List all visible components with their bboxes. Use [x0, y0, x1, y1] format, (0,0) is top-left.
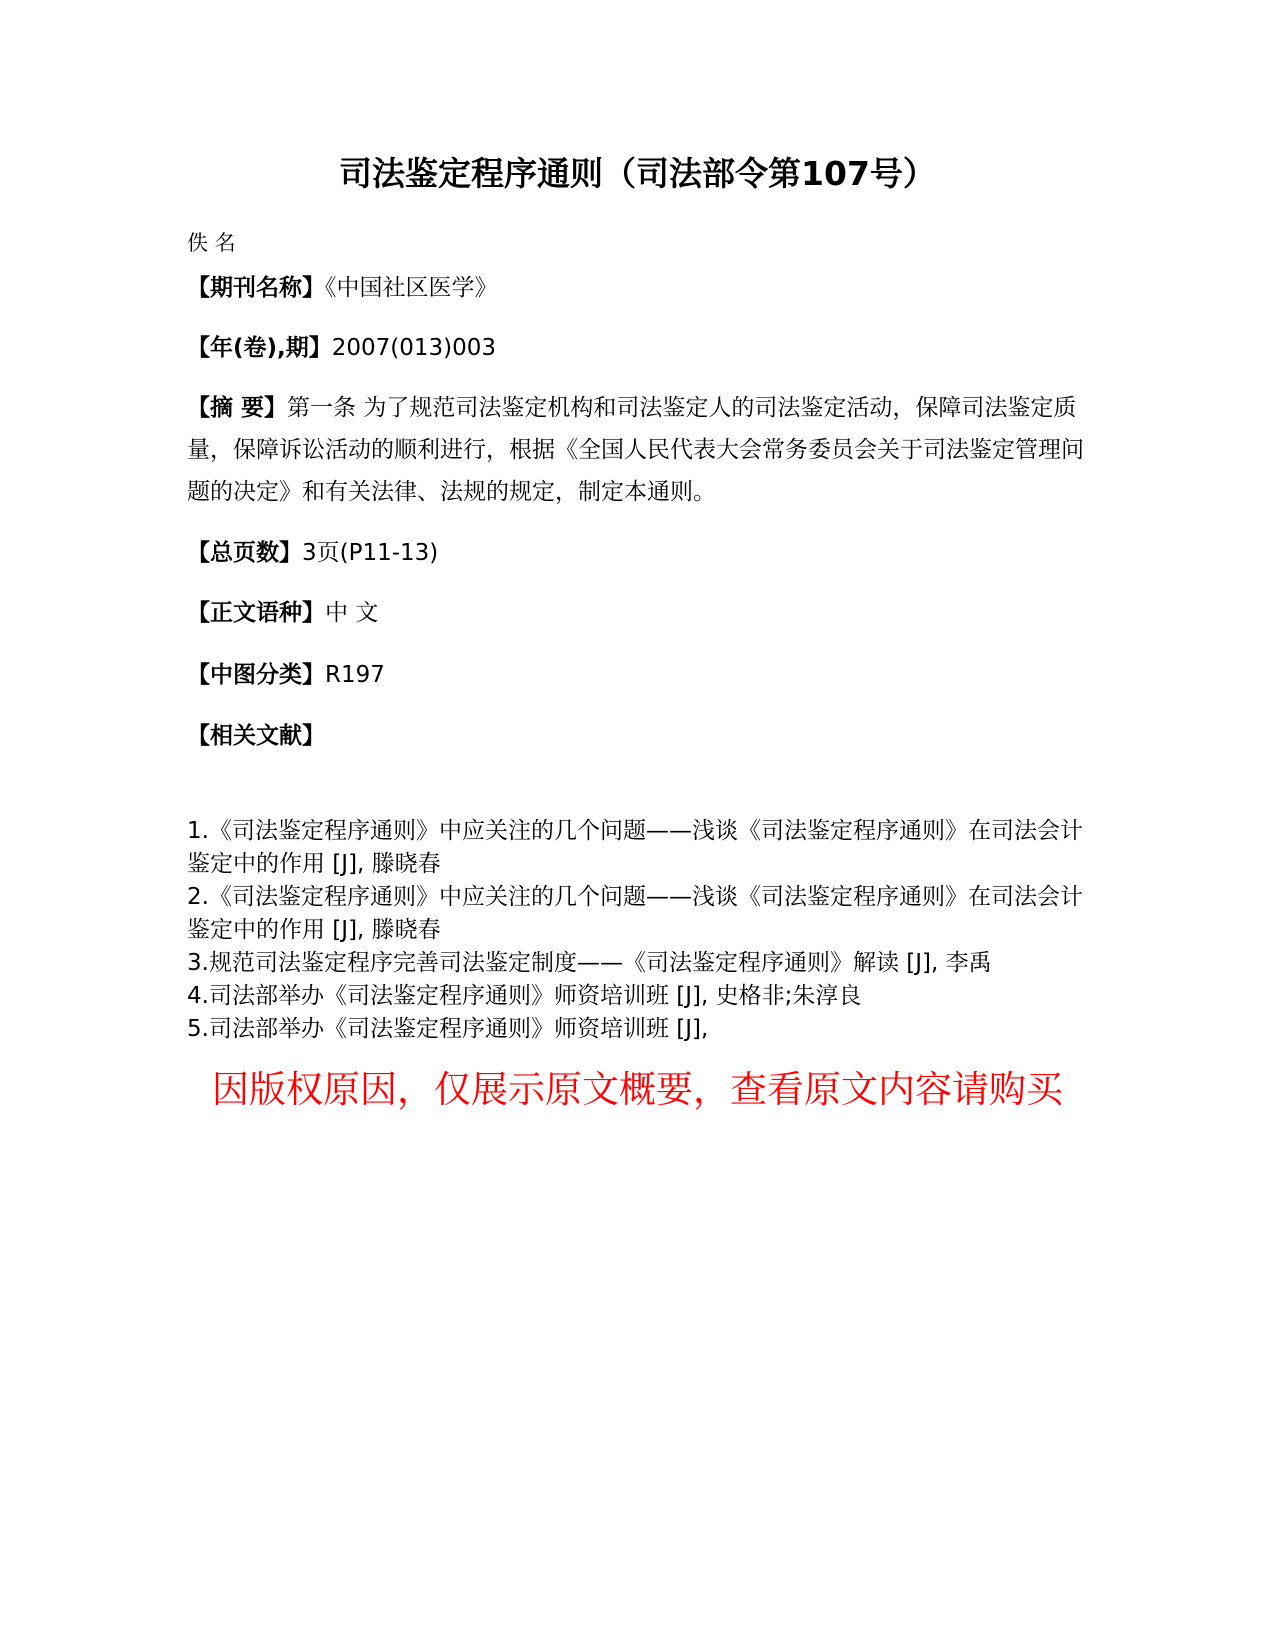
language-field [187, 598, 1087, 628]
related-label: 【相关文献】 [187, 723, 325, 749]
pages-label: 【总页数】 [187, 540, 302, 566]
reference-item[interactable]: 4.司法部举办《司法鉴定程序通则》师资培训班 [J], 史格非;朱淳良 [187, 983, 862, 1009]
copyright-notice: 因版权原因，仅展示原文概要，查看原文内容请购买 [212, 1068, 1063, 1111]
journal-field [187, 273, 1087, 303]
reference-list [187, 815, 1087, 1046]
language-value: 中 文 [325, 600, 379, 626]
language-label: 【正文语种】 [187, 600, 325, 626]
related-heading [187, 721, 1087, 751]
classification-field [187, 660, 1087, 690]
journal-label: 【期刊名称】 [187, 275, 325, 301]
abstract-value: 第一条 为了规范司法鉴定机构和司法鉴定人的司法鉴定活动，保障司法鉴定质量，保障诉讼活动的顺利进行，根据《全国人民代表大会常务委员会关于司法鉴定管理问题的决定》和有关法律、法规的规定，制定本通则。 [187, 395, 1084, 505]
abstract-field [187, 387, 1087, 513]
author: 佚 名 [187, 231, 236, 255]
year-issue-field [187, 333, 1087, 363]
year-issue-label: 【年(卷),期】 [187, 335, 332, 361]
journal-value: 《中国社区医学》 [325, 275, 498, 301]
reference-item[interactable]: 5.司法部举办《司法鉴定程序通则》师资培训班 [J], [187, 1016, 709, 1042]
abstract-label: 【摘 要】 [187, 395, 288, 421]
reference-item[interactable]: 1.《司法鉴定程序通则》中应关注的几个问题——浅谈《司法鉴定程序通则》在司法会计鉴定中的作用 [J], 滕晓春 [187, 818, 1083, 877]
classification-value: R197 [325, 662, 385, 688]
year-issue-value: 2007(013)003 [331, 335, 497, 361]
classification-label: 【中图分类】 [187, 662, 325, 688]
reference-item[interactable]: 3.规范司法鉴定程序完善司法鉴定制度——《司法鉴定程序通则》解读 [J], 李禹 [187, 950, 992, 976]
reference-item[interactable]: 2.《司法鉴定程序通则》中应关注的几个问题——浅谈《司法鉴定程序通则》在司法会计鉴定中的作用 [J], 滕晓春 [187, 884, 1083, 943]
pages-field [187, 538, 1087, 568]
pages-value: 3页(P11-13) [302, 540, 439, 566]
document-title: 司法鉴定程序通则（司法部令第107号） [339, 154, 936, 193]
